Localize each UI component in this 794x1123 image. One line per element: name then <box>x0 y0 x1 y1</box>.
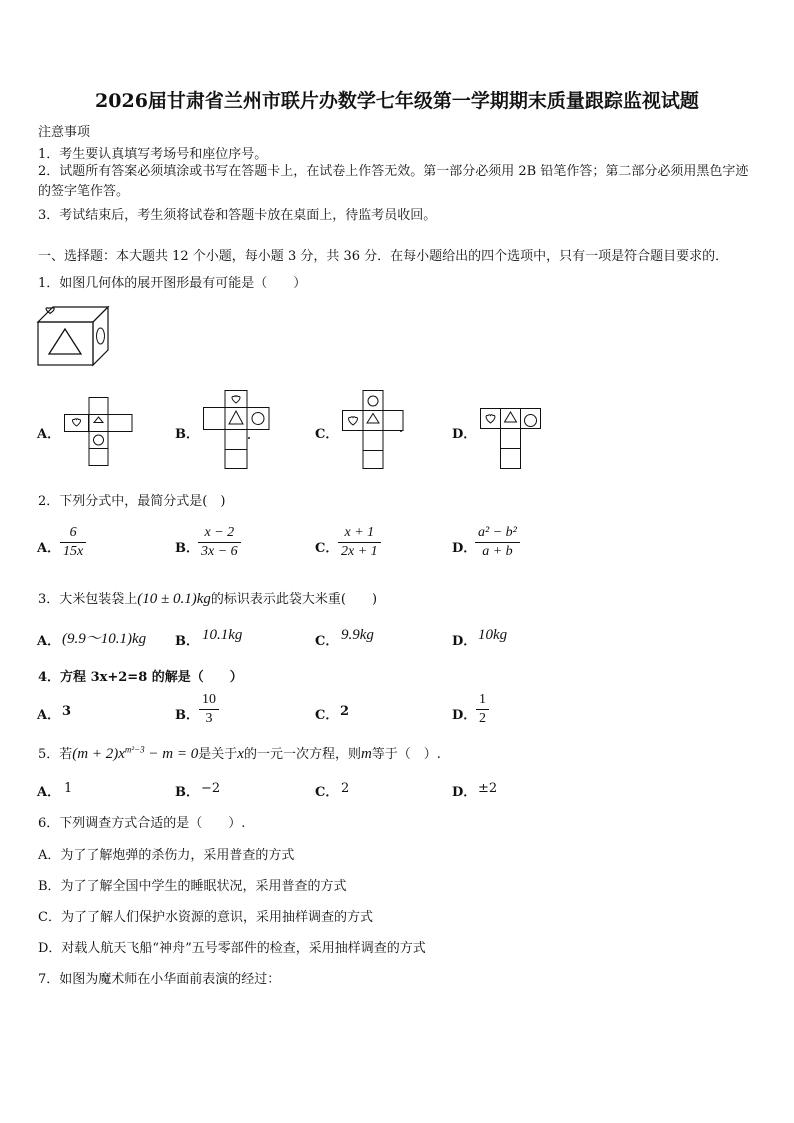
q5-stem-math: (m + 2)x <box>72 746 125 762</box>
q3-option-d-label: D． <box>452 634 477 649</box>
q2-b-numerator: x − 2 <box>198 524 241 543</box>
q2-option-b-label: B． <box>175 541 199 556</box>
q5-option-b[interactable]: −2 <box>201 781 221 796</box>
q1-net-b <box>203 390 273 470</box>
q5-option-d-label: D． <box>452 785 477 800</box>
q2-a-numerator: 6 <box>60 524 86 543</box>
q3-option-b[interactable]: 10.1kg <box>202 627 243 643</box>
page-title: 2026届甘肃省兰州市联片办数学七年级第一学期期末质量跟踪监视试题 <box>95 90 699 112</box>
q3-option-b-label: B． <box>175 634 199 649</box>
q5-option-a[interactable]: 1 <box>64 781 73 796</box>
q1-option-b-label: B． <box>175 427 199 442</box>
q3-option-c[interactable]: 9.9kg <box>341 627 374 643</box>
q5-stem-var2: m <box>360 746 372 762</box>
notice-item-2: 2．试题所有答案必须填涂或书写在答题卡上，在试卷上作答无效。第一部分必须用 2B 铅笔作答；第二部分必须用黑色字迹的签字笔作答。 <box>38 164 749 199</box>
q2-d-denominator: a + b <box>482 544 513 559</box>
q5-option-c[interactable]: 2 <box>341 781 350 796</box>
section-heading: 一、选择题：本大题共 12 个小题，每小题 3 分，共 36 分．在每小题给出的四个选项中，只有一项是符合题目要求的． <box>38 249 729 264</box>
notice-item-3: 3．考试结束后，考生须将试卷和答题卡放在桌面上，待监考员收回。 <box>38 208 437 223</box>
q4-option-a[interactable]: 3 <box>62 704 72 719</box>
q6-option-b[interactable]: B．为了了解全国中学生的睡眠状况，采用普查的方式 <box>38 879 347 894</box>
q1-option-c-label: C． <box>315 427 339 442</box>
q4-option-b[interactable] <box>199 691 219 728</box>
q4-d-numerator: 1 <box>476 691 489 710</box>
q2-c-denominator: 2x + 1 <box>341 544 378 559</box>
q3-stem-math: (10 ± 0.1)kg <box>137 591 211 607</box>
q2-option-c[interactable] <box>338 524 381 561</box>
q3-option-a[interactable]: (9.9～10.1)kg <box>62 631 147 647</box>
q6-stem: 6．下列调查方式合适的是（ ）. <box>38 816 246 831</box>
q4-stem: 4．方程 3x+2=8 的解是（ ） <box>38 670 243 685</box>
q3-option-d[interactable]: 10kg <box>478 627 508 643</box>
q1-net-a <box>64 397 134 469</box>
q2-option-b[interactable] <box>198 524 241 561</box>
q5-option-b-label: B． <box>175 785 199 800</box>
q5-option-c-label: C． <box>315 785 339 800</box>
q1-option-d-label: D． <box>452 427 477 442</box>
q4-option-c-label: C． <box>315 708 339 723</box>
q4-b-denominator: 3 <box>205 711 213 726</box>
q2-d-numerator: a² − b² <box>475 524 520 543</box>
q3-stem <box>38 588 377 608</box>
q1-net-d <box>480 408 544 470</box>
q5-option-d[interactable]: ±2 <box>478 781 498 796</box>
q4-b-numerator: 10 <box>199 691 219 710</box>
q1-option-a-label: A． <box>37 427 61 442</box>
q1-stem: 1．如图几何体的展开图形最有可能是（ ） <box>38 276 307 291</box>
q5-stem-exponent: m²−3 <box>124 744 145 755</box>
q4-d-denominator: 2 <box>479 711 486 726</box>
q4-option-b-label: B． <box>175 708 199 723</box>
q3-option-a-label: A． <box>37 634 61 649</box>
q2-c-numerator: x + 1 <box>338 524 381 543</box>
q2-option-d-label: D． <box>452 541 477 556</box>
q4-option-c[interactable]: 2 <box>340 704 350 719</box>
q1-net-c <box>342 390 408 470</box>
q2-b-denominator: 3x − 6 <box>201 544 238 559</box>
notice-heading: 注意事项 <box>38 125 91 140</box>
q2-option-c-label: C． <box>315 541 339 556</box>
q6-option-c[interactable]: C．为了了解人们保护水资源的意识，采用抽样调查的方式 <box>38 910 373 925</box>
q5-option-a-label: A． <box>37 785 61 800</box>
q4-option-d[interactable] <box>476 691 489 728</box>
q4-option-a-label: A． <box>37 708 61 723</box>
q2-option-a-label: A． <box>37 541 61 556</box>
notice-item-1: 1．考生要认真填写考场号和座位序号。 <box>38 147 268 162</box>
q2-a-denominator: 15x <box>63 544 84 559</box>
q2-option-a[interactable] <box>60 524 86 561</box>
q2-stem: 2．下列分式中，最简分式是( ) <box>38 494 226 509</box>
q5-stem-post: 等于（ ）. <box>371 747 441 762</box>
q5-stem-var: x <box>237 746 244 762</box>
q3-option-c-label: C． <box>315 634 339 649</box>
q5-stem-pre: 5．若 <box>38 747 73 762</box>
q4-option-d-label: D． <box>452 708 477 723</box>
q1-cube-figure <box>37 306 109 366</box>
q5-stem-mid: 是关于 <box>198 747 238 762</box>
q3-stem-pre: 3．大米包装袋上 <box>38 592 138 607</box>
q5-stem-mid2: 的一元一次方程，则 <box>243 747 361 762</box>
q7-stem: 7．如图为魔术师在小华面前表演的经过： <box>38 972 281 987</box>
q5-stem-math2: − m = 0 <box>144 746 199 762</box>
q3-stem-post: 的标识表示此袋大米重( ) <box>210 592 378 607</box>
q5-stem <box>38 743 441 763</box>
q6-option-a[interactable]: A．为了了解炮弹的杀伤力，采用普查的方式 <box>38 848 295 863</box>
q6-option-d[interactable]: D．对载人航天飞船“神舟”五号零部件的检查，采用抽样调查的方式 <box>38 941 426 956</box>
q2-option-d[interactable] <box>475 524 520 561</box>
